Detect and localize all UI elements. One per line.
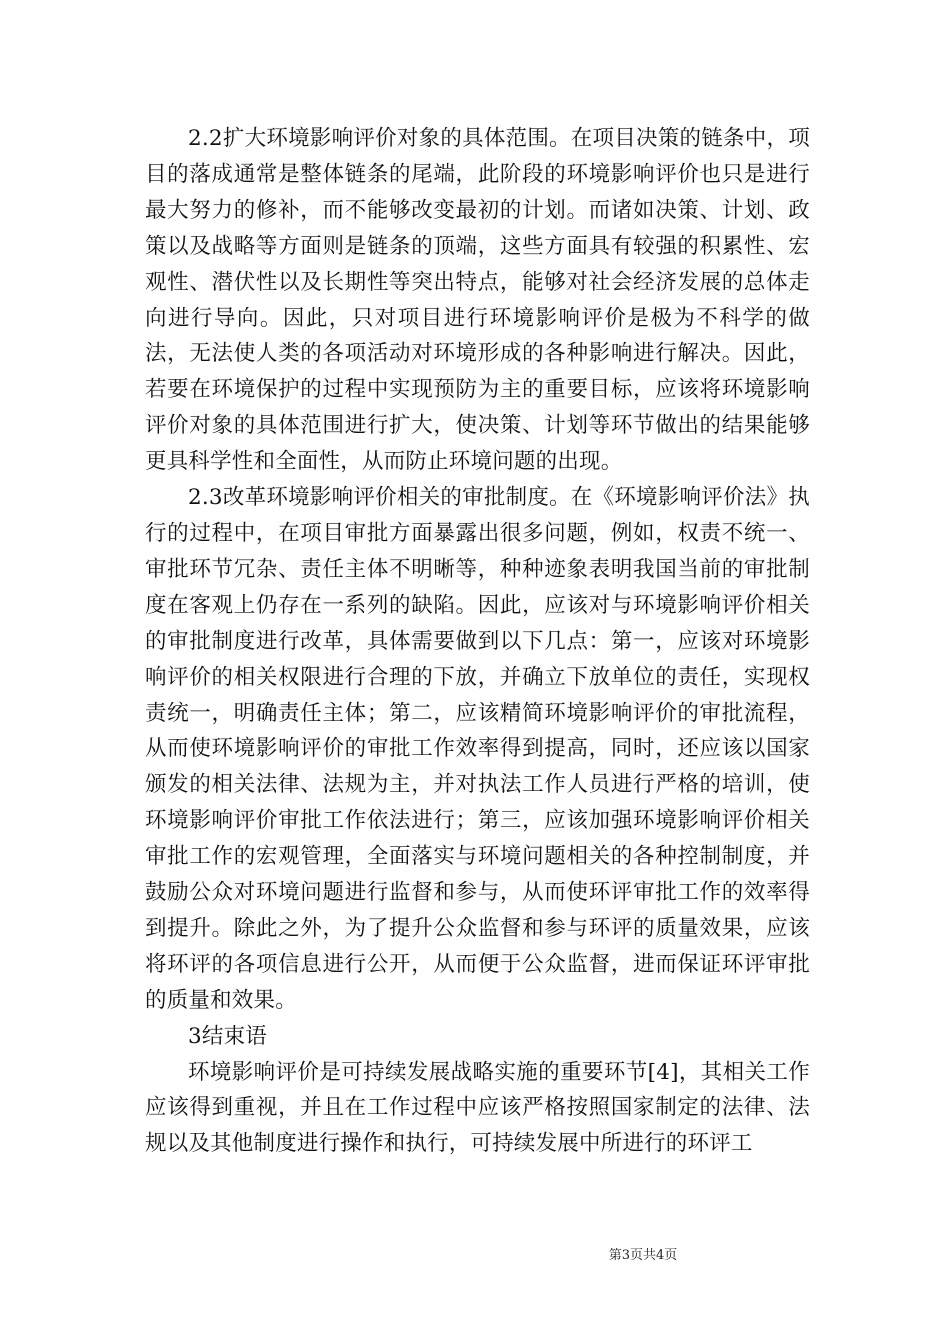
paragraph-conclusion: 环境影响评价是可持续发展战略实施的重要环节[4]，其相关工作应该得到重视，并且在工作过程中应该严格按照国家制定的法律、法规以及其他制度进行操作和执行，可持续发展中所进行的环评工 bbox=[145, 1059, 810, 1157]
section-heading-conclusion: 3结束语 bbox=[188, 1023, 267, 1049]
page-footer: 第3页共4页 bbox=[608, 1248, 678, 1263]
paragraph-2-2: 2.2扩大环境影响评价对象的具体范围。在项目决策的链条中，项目的落成通常是整体链条的尾端，此阶段的环境影响评价也只是进行最大努力的修补，而不能够改变最初的计划。而诸如决策、计划、政策以及战略等方面则是链条的顶端，这些方面具有较强的积累性、宏观性、潜伏性以及长期性等突出特点，能够对社会经济发展的总体走向进行导向。因此，只对项目进行环境影响评价是极为不科学的做法，无法使人类的各项活动对环境形成的各种影响进行解决。因此，若要在环境保护的过程中实现预防为主的重要目标，应该将环境影响评价对象的具体范围进行扩大，使决策、计划等环节做出的结果能够更具科学性和全面性，从而防止环境问题的出现。 bbox=[145, 126, 810, 475]
document-body bbox=[145, 121, 810, 1162]
paragraph-2-3: 2.3改革环境影响评价相关的审批制度。在《环境影响评价法》执行的过程中，在项目审批方面暴露出很多问题，例如，权责不统一、审批环节冗杂、责任主体不明晰等，种种迹象表明我国当前的审批制度在客观上仍存在一系列的缺陷。因此，应该对与环境影响评价相关的审批制度进行改革，具体需要做到以下几点：第一，应该对环境影响评价的相关权限进行合理的下放，并确立下放单位的责任，实现权责统一，明确责任主体；第二，应该精简环境影响评价的审批流程，从而使环境影响评价的审批工作效率得到提高，同时，还应该以国家颁发的相关法律、法规为主，并对执法工作人员进行严格的培训，使环境影响评价审批工作依法进行；第三，应该加强环境影响评价相关审批工作的宏观管理，全面落实与环境问题相关的各种控制制度，并鼓励公众对环境问题进行监督和参与，从而使环评审批工作的效率得到提升。除此之外，为了提升公众监督和参与环评的质量效果，应该将环评的各项信息进行公开，从而便于公众监督，进而保证环评审批的质量和效果。 bbox=[145, 485, 810, 1013]
